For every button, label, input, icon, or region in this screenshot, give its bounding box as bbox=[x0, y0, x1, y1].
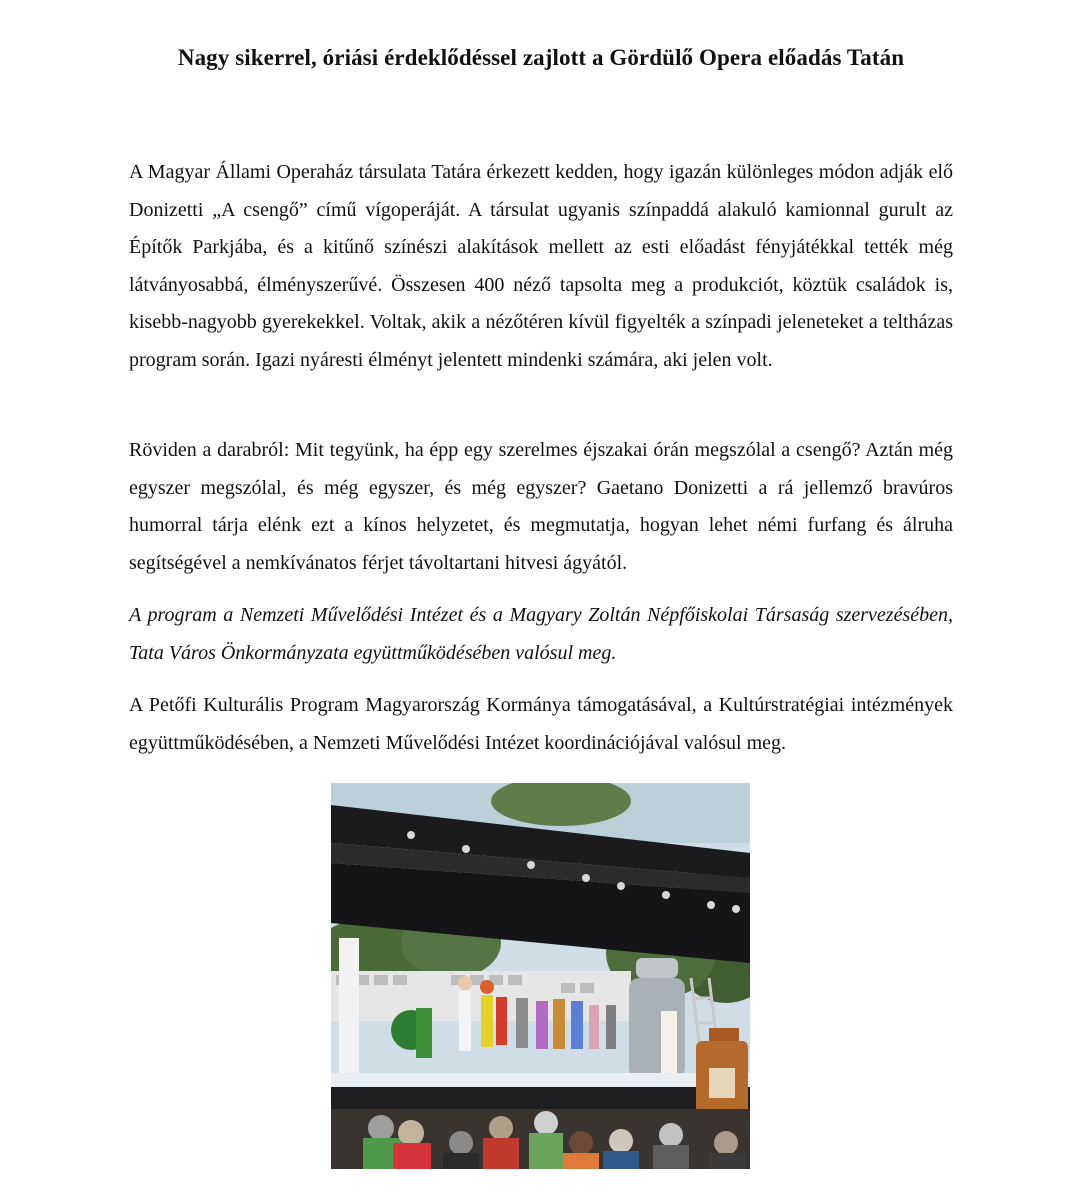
paragraph-plot: Röviden a darabról: Mit tegyünk, ha épp egy szerelmes éjszakai órán megszólal a csengő? Aztán még egyszer megszólal, és még egyszer, és még egyszer? Gaetano Donizetti a rá jellemző bravúros humorral tárja elénk ezt a kínos helyzetet, és megmutatja, hogyan lehet némi furfang és álruha segítségével a nemkívánatos férjet távoltartani hitvesi ágyától. bbox=[129, 439, 953, 574]
paragraph-organizers: A program a Nemzeti Művelődési Intézet és a Magyary Zoltán Népfőiskolai Társaság szervezésében, Tata Város Önkormányzata együttműködésében valósul meg. bbox=[129, 604, 953, 664]
page-title: Nagy sikerrel, óriási érdeklődéssel zajlott a Gördülő Opera előadás Tatán bbox=[177, 45, 905, 70]
stage-photo-illustration bbox=[331, 783, 750, 1169]
paragraph-support: A Petőfi Kulturális Program Magyarország Kormánya támogatásával, a Kultúrstratégiai intézmények együttműködésében, a Nemzeti Művelődési Intézet koordinációjával valósul meg. bbox=[129, 694, 953, 754]
opera-stage-photo bbox=[331, 783, 750, 1169]
paragraph-intro: A Magyar Állami Operaház társulata Tatára érkezett kedden, hogy igazán különleges módon adják elő Donizetti „A csengő” című vígoperáját. A társulat ugyanis színpaddá alakuló kamionnal gurult az Építők Parkjába, és a kitűnő színészi alakítások mellett az esti előadást fényjátékkal tették még látványosabbá, élményszerűvé. Összesen 400 néző tapsolta meg a produkciót, köztük családok is, kisebb-nagyobb gyerekekkel. Voltak, akik a nézőtéren kívül figyelték a színpadi jeleneteket a teltházas program során. Igazi nyáresti élményt jelentett mindenki számára, aki jelen volt. bbox=[129, 161, 953, 371]
